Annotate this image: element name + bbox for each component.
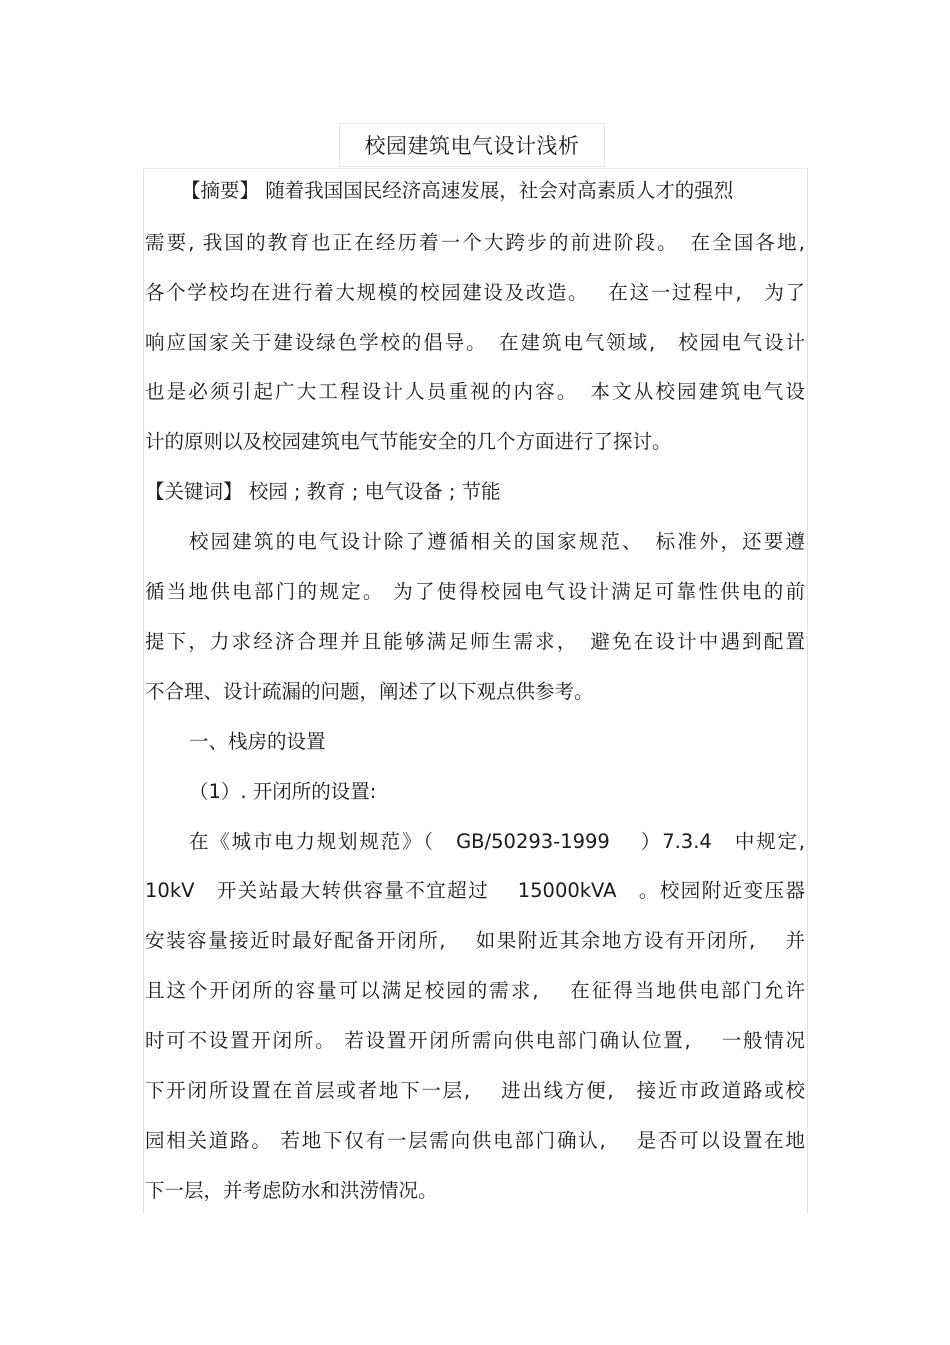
keywords-line: 【关键词】 校园 ; 教育 ; 电气设备 ; 节能: [145, 480, 501, 503]
abstract-line-5: 也是必须引起广大工程设计人员重视的内容。 本文从校园建筑电气设: [145, 380, 805, 403]
abstract-line-2: 需要, 我国的教育也正在经历着一个大跨步的前进阶段。 在全国各地,: [145, 231, 805, 254]
paragraph-line-1: 校园建筑的电气设计除了遵循相关的国家规范、 标准外，还要遵: [189, 530, 805, 553]
paragraph-line-4: 不合理、设计疏漏的问题，阐述了以下观点供参考。: [145, 680, 594, 703]
body-line-2: 10kV 开关站最大转供容量不宜超过 15000kVA 。校园附近变压器: [145, 879, 805, 902]
abstract-line-1: 【摘要】 随着我国国民经济高速发展，社会对高素质人才的强烈: [181, 179, 734, 202]
body-line-5: 时可不设置开闭所。 若设置开闭所需向供电部门确认位置, 一般情况: [145, 1029, 805, 1052]
abstract-line-6: 计的原则以及校园建筑电气节能安全的几个方面进行了探讨。: [145, 430, 672, 453]
body-line-4: 且这个开闭所的容量可以满足校园的需求, 在征得当地供电部门允许: [145, 979, 805, 1002]
body-line-7: 园相关道路。 若地下仅有一层需向供电部门确认, 是否可以设置在地: [145, 1129, 805, 1152]
paragraph-line-3: 提下，力求经济合理并且能够满足师生需求， 避免在设计中遇到配置: [145, 630, 805, 653]
body-line-6: 下开闭所设置在首层或者地下一层, 进出线方便, 接近市政道路或校: [145, 1079, 805, 1102]
abstract-line-4: 响应国家关于建设绿色学校的倡导。 在建筑电气领域, 校园电气设计: [145, 331, 805, 354]
body-line-1: 在《城市电力规划规范》（ GB/50293-1999 ）7.3.4 中规定,: [189, 830, 805, 853]
subsection-heading: （1）. 开闭所的设置:: [189, 780, 377, 803]
body-line-3: 安装容量接近时最好配备开闭所, 如果附近其余地方设有开闭所, 并: [145, 929, 805, 952]
document-title: 校园建筑电气设计浅析: [364, 134, 580, 158]
abstract-line-3: 各个学校均在进行着大规模的校园建设及改造。 在这一过程中, 为了: [145, 281, 805, 304]
section-heading: 一、栈房的设置: [189, 730, 326, 753]
body-line-8: 下一层，并考虑防水和洪涝情况。: [145, 1179, 438, 1202]
paragraph-line-2: 循当地供电部门的规定。 为了使得校园电气设计满足可靠性供电的前: [145, 580, 805, 603]
